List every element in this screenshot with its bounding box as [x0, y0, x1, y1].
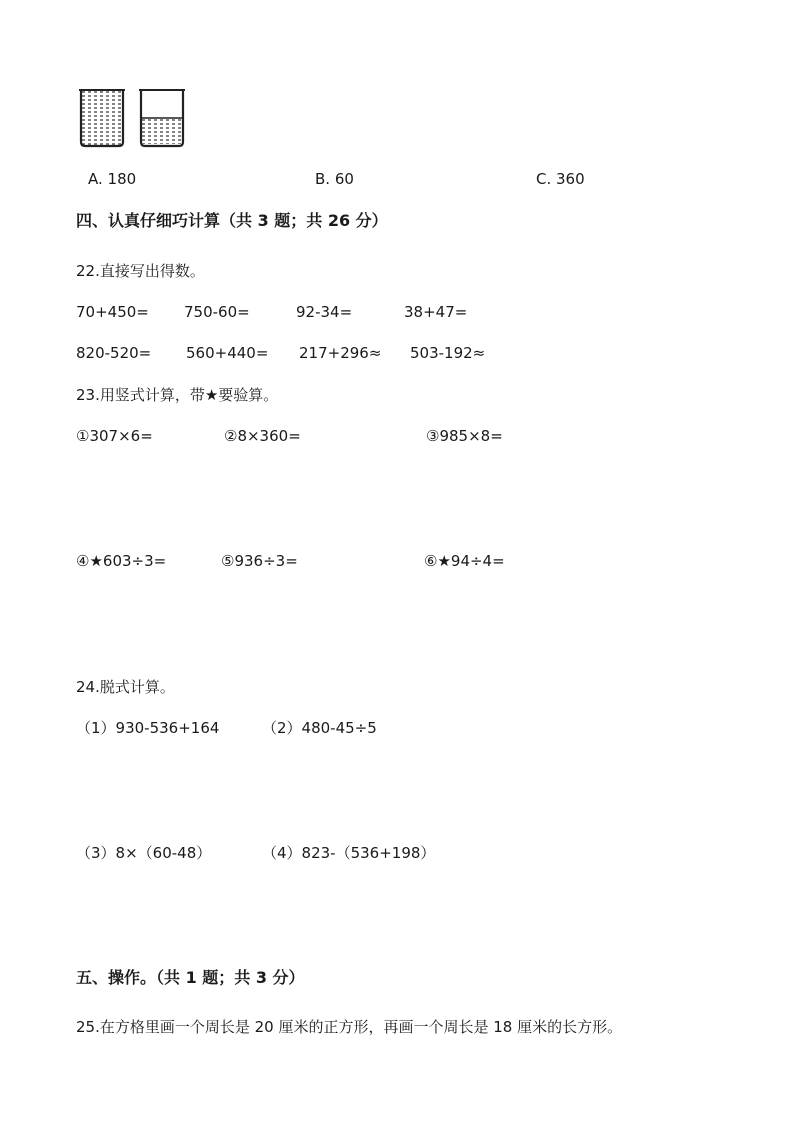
- q23-item: ②8×360=: [224, 427, 301, 445]
- q22-expression: 750-60=: [184, 303, 250, 321]
- question-22-title: 22.直接写出得数。: [76, 262, 205, 280]
- q23-item: ⑥★94÷4=: [424, 552, 505, 570]
- full-beaker-figure: [76, 86, 128, 148]
- q23-item: ③985×8=: [426, 427, 503, 445]
- question-24-title: 24.脱式计算。: [76, 678, 175, 696]
- q23-item: ⑤936÷3=: [221, 552, 298, 570]
- option-a: A. 180: [88, 170, 137, 188]
- q23-item: ④★603÷3=: [76, 552, 167, 570]
- q22-expression: 217+296≈: [299, 344, 382, 362]
- q22-expression: 92-34=: [296, 303, 353, 321]
- option-b: B. 60: [315, 170, 354, 188]
- q23-item: ①307×6=: [76, 427, 153, 445]
- q22-expression: 70+450=: [76, 303, 149, 321]
- q22-expression: 560+440=: [186, 344, 269, 362]
- q22-expression: 820-520=: [76, 344, 152, 362]
- section-4-heading: 四、认真仔细巧计算（共 3 题；共 26 分）: [76, 211, 388, 230]
- question-23-title: 23.用竖式计算，带★要验算。: [76, 386, 279, 404]
- q22-expression: 503-192≈: [410, 344, 486, 362]
- q24-item: （2）480-45÷5: [262, 719, 377, 737]
- q24-item: （3）8×（60-48）: [76, 844, 212, 862]
- section-5-heading: 五、操作。（共 1 题；共 3 分）: [76, 968, 305, 987]
- question-25-title: 25.在方格里画一个周长是 20 厘米的正方形，再画一个周长是 18 厘米的长方形。: [76, 1018, 623, 1036]
- partial-beaker-figure: [136, 86, 188, 148]
- q24-item: （1）930-536+164: [76, 719, 220, 737]
- q24-item: （4）823-（536+198）: [262, 844, 436, 862]
- option-c: C. 360: [536, 170, 585, 188]
- q22-expression: 38+47=: [404, 303, 468, 321]
